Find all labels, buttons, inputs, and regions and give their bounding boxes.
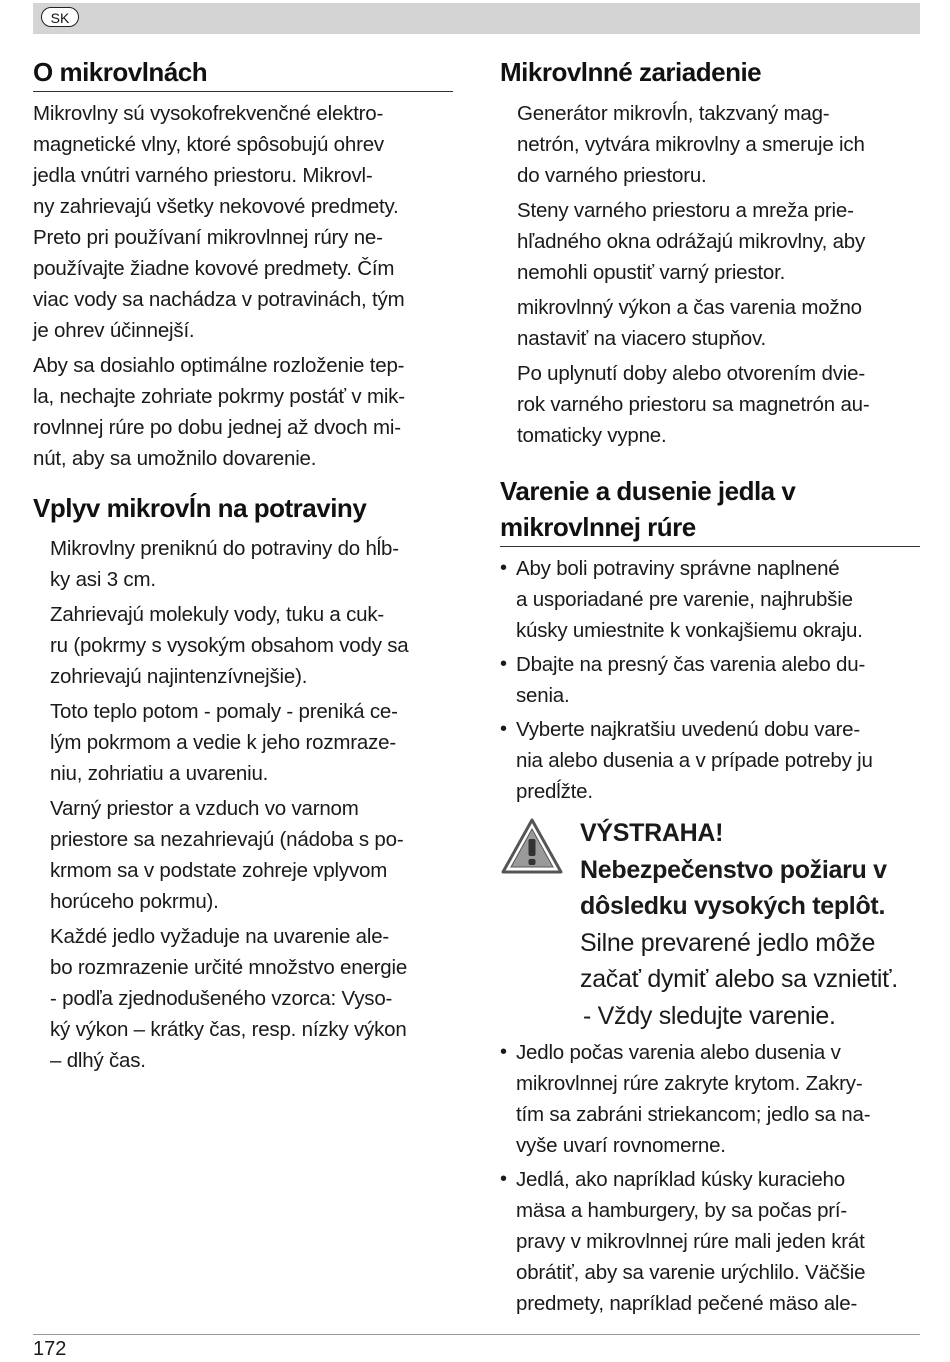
header-bar [33, 3, 920, 34]
bullet-list [500, 553, 920, 807]
list-item: • Jedlá, ako napríklad kúsky kuracieho mäsa a hamburgery, by sa počas prí- pravy v mikrovlnnej rúre mali jeden krát obrátiť, aby sa varenie urýchlilo. Väčšie predmety, napríklad pečené mäso ale- [500, 1164, 920, 1319]
section-title-mikrovlnne-zariadenie: Mikrovlnné zariadenie [500, 57, 762, 87]
warning-box [500, 815, 920, 1037]
bullet-list [500, 1037, 920, 1319]
warning-step: - Vždy sledujte varenie. [583, 1001, 836, 1030]
warning-title: VÝSTRAHA! [580, 819, 724, 847]
paragraph: Mikrovlny preniknú do potraviny do hĺb- ky asi 3 cm. [50, 537, 399, 591]
bullet-glyph: • [500, 1168, 507, 1190]
bullet-glyph: • [500, 653, 507, 675]
paragraph: Každé jedlo vyžaduje na uvarenie ale- bo rozmrazenie určité množstvo energie - podľa zjednodušeného vzorca: Vyso- ký výkon – krátky čas, resp. nízky výkon – dlhý čas. [50, 925, 408, 1072]
bullet-glyph: • [500, 1041, 507, 1063]
paragraph: Zahrievajú molekuly vody, tuku a cuk- ru (pokrmy s vysokým obsahom vody sa zohrievajú najintenzívnejšie). [50, 603, 409, 688]
right-column [500, 54, 920, 1322]
paragraph: Varný priestor a vzduch vo varnom priestore sa nezahrievajú (nádoba s po- krmom sa v podstate zohreje vplyvom horúceho pokrmu). [50, 797, 404, 913]
list-item: • Aby boli potraviny správne naplnené a usporiadané pre varenie, najhrubšie kúsky umiestnite k vonkajšiemu okraju. [500, 553, 920, 646]
list-item: • Dbajte na presný čas varenia alebo du- senia. [500, 649, 920, 711]
language-badge: SK [41, 7, 79, 27]
paragraph: Mikrovlny sú vysokofrekvenčné elektro- magnetické vlny, ktoré spôsobujú ohrev jedla vnútri varného priestoru. Mikrovl- ny zahrievajú všetky nekovové predmety. Preto pri používaní mikrovlnnej rúry ne- používajte žiadne kovové predmety. Čím viac vody sa nachádza v potravinách, tým je ohrev účinnejší. [33, 102, 405, 342]
footer-rule [33, 1334, 920, 1335]
bullet-glyph: • [500, 718, 507, 740]
page-number: 172 [33, 1338, 67, 1360]
warning-text [580, 815, 920, 1034]
section-title-varenie-a-dusenie: Varenie a dusenie jedla v mikrovlnnej rúre [500, 473, 920, 547]
warning-heading-line: Nebezpečenstvo požiaru v [580, 855, 887, 884]
paragraph: Generátor mikrovĺn, takzvaný mag- netrón, vytvára mikrovlny a smeruje ich do varného priestoru. [517, 102, 865, 187]
paragraph: Po uplynutí doby alebo otvorením dvie- rok varného priestoru sa magnetrón au- tomaticky vypne. [517, 362, 870, 447]
warning-body-line: Silne prevarené jedlo môže [580, 928, 876, 957]
list-item: • Vyberte najkratšiu uvedenú dobu vare- nia alebo dusenia a v prípade potreby ju predĺžte. [500, 714, 920, 807]
paragraph: Aby sa dosiahlo optimálne rozloženie tep- la, nechajte zohriate pokrmy postáť v mik- rovlnnej rúre po dobu jednej až dvoch mi- nút, aby sa umožnilo dovarenie. [33, 354, 405, 470]
warning-body-line: začať dymiť alebo sa vznietiť. [580, 965, 898, 993]
section-title-vplyv-mikrovln: Vplyv mikrovĺn na potraviny [33, 493, 367, 523]
paragraph: Steny varného priestoru a mreža prie- hľadného okna odrážajú mikrovlny, aby nemohli opustiť varný priestor. [517, 199, 866, 284]
warning-heading-line: dôsledku vysokých teplôt. [580, 892, 886, 920]
left-column [33, 54, 453, 1076]
warning-triangle-icon [500, 817, 564, 875]
list-item: • Jedlo počas varenia alebo dusenia v mikrovlnnej rúre zakryte krytom. Zakry- tím sa zabráni striekancom; jedlo sa na- vyše uvarí rovnomerne. [500, 1037, 920, 1161]
bullet-glyph: • [500, 557, 507, 579]
section-title-o-mikrovlnach: O mikrovlnách [33, 54, 453, 92]
paragraph: Toto teplo potom - pomaly - preniká ce- lým pokrmom a vedie k jeho rozmraze- niu, zohriatiu a uvareniu. [50, 700, 398, 785]
paragraph: mikrovlnný výkon a čas varenia možno nastaviť na viacero stupňov. [517, 296, 862, 350]
